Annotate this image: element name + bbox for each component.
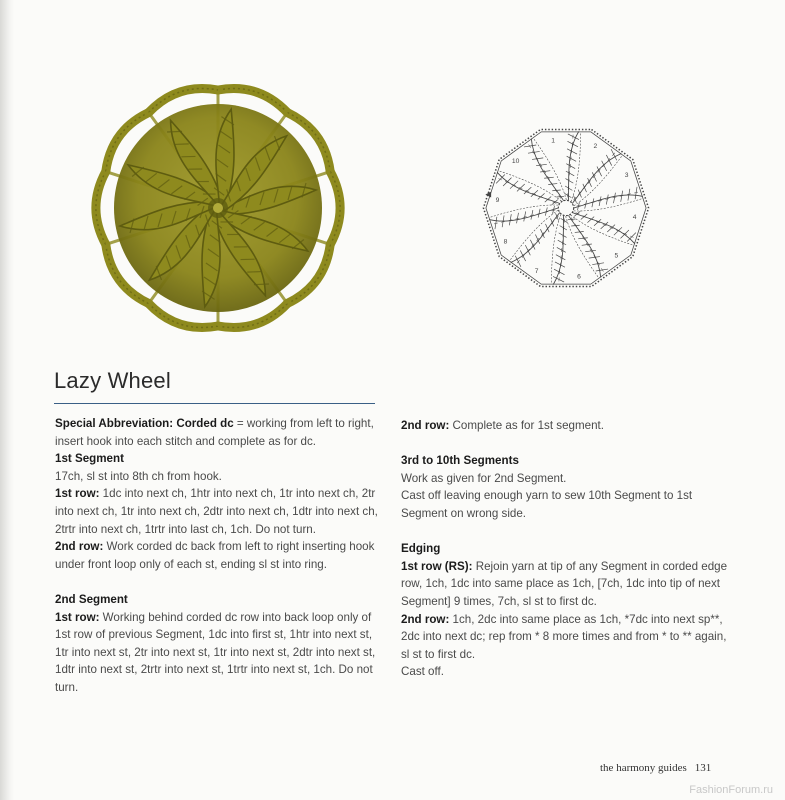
segment-1-row-1: 1st row: 1dc into next ch, 1htr into next ch, 1tr into next ch, 2tr into next ch, 1tr into next ch, 2dtr into next ch, 1dtr into next ch, 2trtr into next ch, 1trtr into last ch, 1ch. Do not turn. [55, 487, 378, 536]
segment-2-row-1: 1st row: Working behind corded dc row into back loop only of 1st row of previous Segment, 1dc into first st, 1htr into next st, 1tr into next st, 2tr into next st, 1tr into next st, 2dtr into next st, 1dtr into next st, 2trtr into next st, 1trtr into next st, 1ch. Do not turn. [55, 610, 376, 694]
pattern-title: Lazy Wheel [54, 368, 171, 393]
segment-1-row-2-continued: 2nd row: Complete as for 1st segment. [401, 419, 604, 432]
watermark: FashionForum.ru [689, 784, 773, 796]
segment-number-7: 7 [534, 267, 539, 275]
segment-1-foundation: 17ch, sl st into 8th ch from hook. [55, 469, 222, 483]
page-number: 131 [694, 762, 712, 774]
segment-number-2: 2 [593, 142, 598, 150]
special-abbreviation: Special Abbreviation: Corded dc = working from left to right, insert hook into each stitch and complete as for dc. [55, 417, 374, 448]
book-spine-shadow [0, 0, 14, 800]
segment-1-row-2: 2nd row: Work corded dc back from left to right inserting hook under front loop only of each st, ending sl st into ring. [55, 540, 375, 571]
series-name: the harmony guides [600, 762, 687, 774]
page-footer [600, 762, 711, 774]
edging-row-1: 1st row (RS): Rejoin yarn at tip of any Segment in corded edge row, 1ch, 1dc into same place as 1ch, [7ch, 1dc into tip of next Segment] 9 times, 7ch, sl st to first dc. [401, 559, 728, 608]
segment-number-9: 9 [495, 196, 500, 204]
crochet-chart-diagram [470, 112, 662, 304]
edging-row-2: 2nd row: 1ch, 2dc into same place as 1ch, *7dc into next sp**, 2dc into next dc; rep from * 8 more times and from * to ** again, sl st to first dc. [401, 612, 727, 661]
segment-1-heading: 1st Segment [55, 452, 124, 466]
segment-number-1: 1 [551, 137, 555, 145]
segments-3-10-heading: 3rd to 10th Segments [401, 454, 519, 468]
edging-heading: Edging [401, 542, 441, 556]
title-rule [54, 403, 375, 404]
crochet-motif-photo [88, 78, 348, 338]
segment-number-10: 10 [511, 158, 520, 166]
segment-number-5: 5 [614, 252, 619, 260]
segment-number-6: 6 [577, 273, 581, 281]
instructions-left-column [55, 415, 383, 697]
segments-3-10-text: Work as given for 2nd Segment. [401, 471, 567, 485]
segment-2-heading: 2nd Segment [55, 592, 128, 606]
final-cast-off: Cast off. [401, 665, 444, 679]
segment-number-8: 8 [503, 238, 508, 246]
cast-off-note: Cast off leaving enough yarn to sew 10th Segment to 1st Segment on wrong side. [401, 489, 693, 520]
segment-number-4: 4 [632, 214, 637, 222]
instructions-right-column [401, 417, 733, 681]
segment-number-3: 3 [624, 172, 629, 180]
